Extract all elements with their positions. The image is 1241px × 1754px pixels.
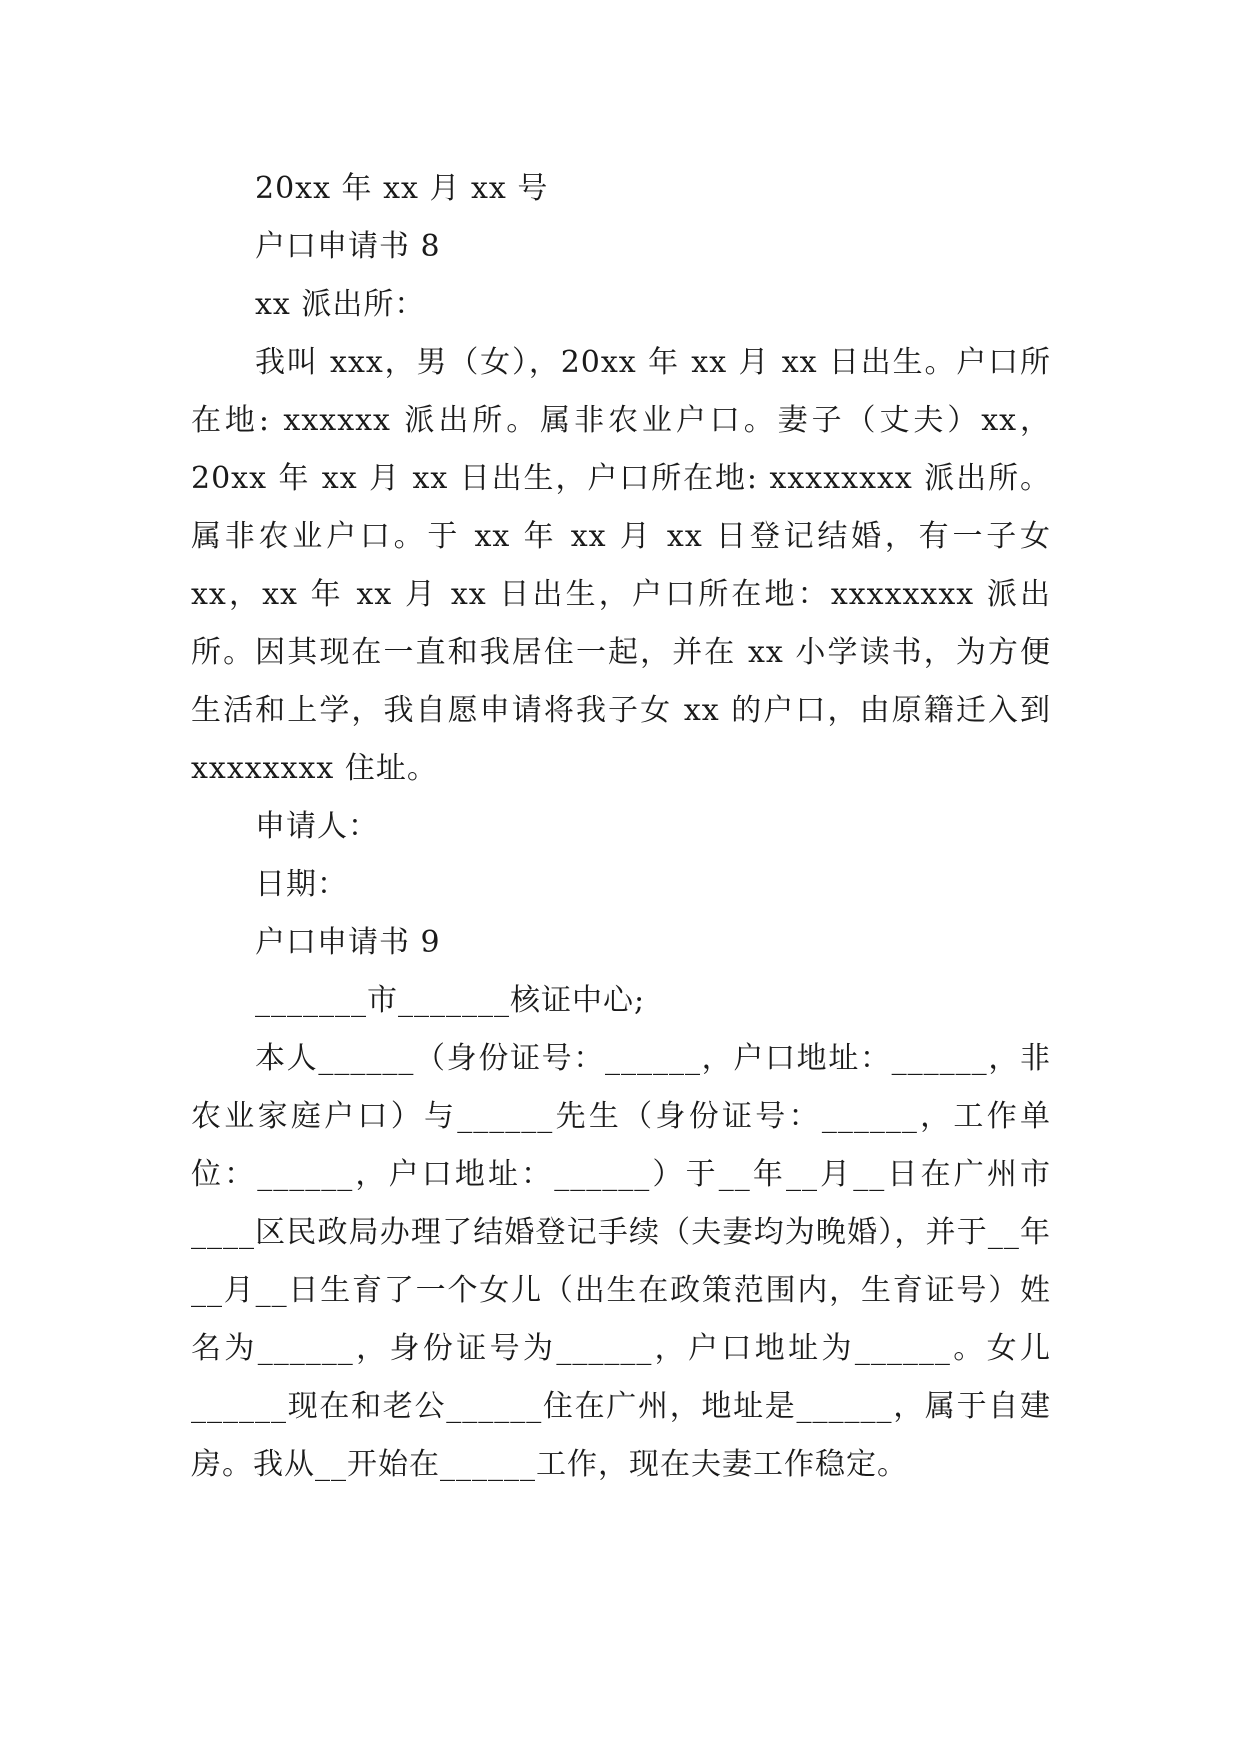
letter8-title: 户口申请书 8 — [255, 229, 441, 264]
letter8-addressee: xx 派出所： — [255, 287, 426, 322]
letter9-addressee: _______市_______核证中心; — [255, 983, 646, 1018]
document-content — [191, 160, 1051, 1494]
letter9-body: 本人______（身份证号：______，户口地址：______，非农业家庭户口）与______先生（身份证号：______，工作单位：______，户口地址：______）于__年__月__日在广州市____区民政局办理了结婚登记手续（夫妻均为晚婚），并于__年__月__日生育了一个女儿（出生在政策范围内，生育证号）姓名为______，身份证号为______，户口地址为______。女儿______现在和老公______住在广州，地址是______，属于自建房。我从__开始在______工作，现在夫妻工作稳定。 — [191, 1041, 1051, 1482]
letter8-body: 我叫 xxx，男（女），20xx 年 xx 月 xx 日出生。户口所在地: xxxxxx 派出所。属非农业户口。妻子（丈夫）xx，20xx 年 xx 月 xx 日出生，户口所在地: xxxxxxxx 派出所。属非农业户口。于 xx 年 xx 月 xx 日登记结婚，有一子女 xx，xx 年 xx 月 xx 日出生，户口所在地：xxxxxxxx 派出所。因其现在一直和我居住一起，并在 xx 小学读书，为方便生活和上学，我自愿申请将我子女 xx 的户口，由原籍迁入到 xxxxxxxx 住址。 — [191, 345, 1051, 786]
date-line: 20xx 年 xx 月 xx 号 — [255, 171, 549, 206]
letter8-applicant-label: 申请人： — [255, 809, 379, 844]
letter8-date-label: 日期： — [255, 867, 348, 902]
letter9-title: 户口申请书 9 — [255, 925, 441, 960]
